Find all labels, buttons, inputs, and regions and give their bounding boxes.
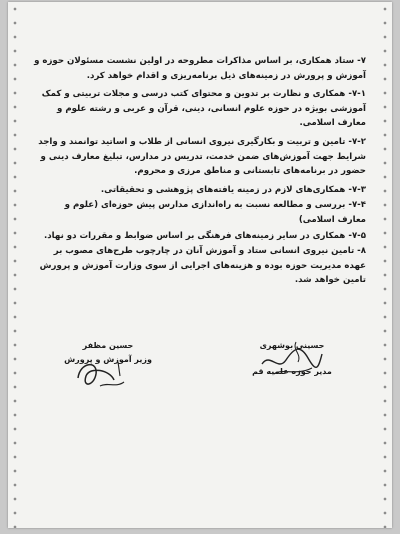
right-border-dots — [381, 2, 389, 528]
paragraph-7-3: ۷-۳- همکاری‌های لازم در زمینه یافته‌های پژوهشی و تحقیقاتی. — [100, 184, 366, 195]
signatory-title: مدیر حوزه علمیه قم — [252, 367, 332, 376]
signature-block-right — [232, 340, 352, 378]
document-body — [34, 54, 366, 292]
left-border-dots — [11, 2, 19, 528]
signatory-title: وزیر آموزش و پرورش — [64, 355, 152, 364]
paragraph-7-1: ۷-۱- همکاری و نظارت بر تدوین و محتوای کتب درسی و مجلات تربیتی و کمک آموزشی بویژه در حوزه علوم انسانی، دینی، قرآن و عربی و رشته علوم و معارف اسلامی. — [41, 89, 366, 129]
signature-block-left — [48, 340, 168, 366]
paragraph-8: ۸- تامین نیروی انسانی ستاد و آموزش آنان در چارچوب طرح‌های مصوب بر عهده مدیریت حوزه بوده و هزینه‌های اجرایی از سوی وزارت آموزش و پرورش تامین خواهد شد. — [39, 246, 366, 286]
paragraph-7-2: ۷-۲- تامین و تربیت و بکارگیری نیروی انسانی از طلاب و اساتید توانمند و واجد شرایط جهت آموزش‌های ضمن خدمت، تدریس در مدارس، تبلیغ معارف دینی و حضور در برنامه‌های تابستانی و مناطق مرزی و محروم. — [38, 136, 366, 177]
signatory-name: حسینی بوشهری — [259, 341, 325, 350]
paragraph-7-5: ۷-۵- همکاری در سایر زمینه‌های فرهنگی بر اساس ضوابط و مقررات دو نهاد. — [44, 230, 366, 241]
signatory-name: حسین مظفر — [82, 341, 134, 350]
document-page — [8, 2, 392, 528]
paragraph-7-4: ۷-۴- بررسی و مطالعه نسبت به راه‌اندازی مدارس پیش حوزه‌ای (علوم و معارف اسلامی) — [64, 200, 366, 225]
paragraph-7: ۷- ستاد همکاری، بر اساس مذاکرات مطروحه در اولین نشست مسئولان حوزه و آموزش و پرورش در زمینه‌های ذیل برنامه‌ریزی و اقدام خواهد کرد. — [34, 56, 366, 81]
